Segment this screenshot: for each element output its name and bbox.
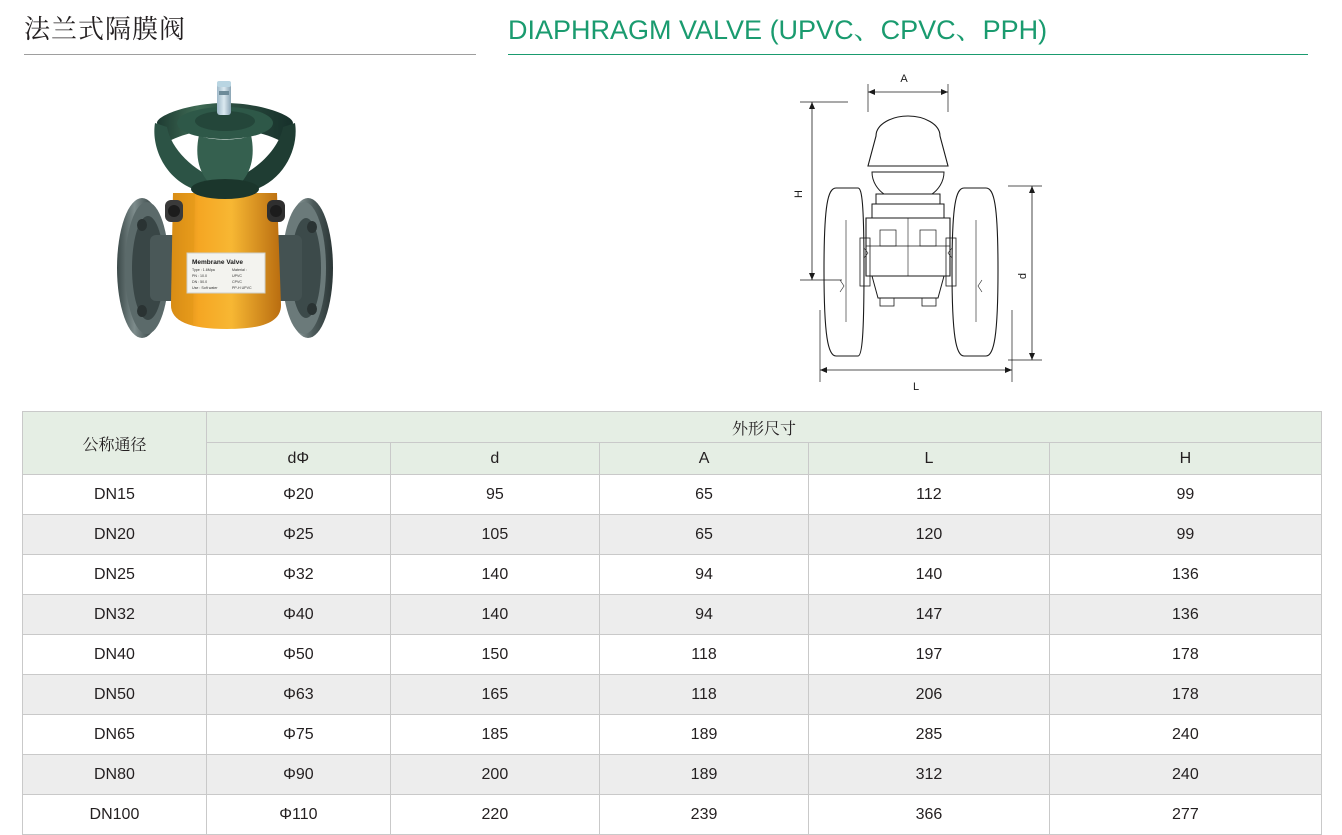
cell-nominal: DN32 — [23, 595, 207, 635]
spec-table — [22, 411, 1322, 835]
header-nominal-diameter: 公称通径 — [23, 412, 207, 475]
title-english-divider — [508, 54, 1308, 55]
valve-stem-indicator — [217, 81, 231, 115]
cell-l: 206 — [809, 675, 1050, 715]
cell-dphi: Φ63 — [206, 675, 390, 715]
header-col-l: L — [809, 443, 1050, 475]
cell-nominal: DN15 — [23, 475, 207, 515]
table-row — [23, 715, 1322, 755]
svg-text:DN : 50.0: DN : 50.0 — [192, 280, 208, 284]
cell-d: 140 — [390, 595, 599, 635]
dim-label-l: L — [912, 381, 920, 393]
cell-d: 140 — [390, 555, 599, 595]
spec-table-wrap — [22, 411, 1322, 835]
svg-text:Use : Soft water: Use : Soft water — [192, 286, 218, 290]
cell-dphi: Φ50 — [206, 635, 390, 675]
cell-l: 366 — [809, 795, 1050, 835]
cell-l: 285 — [809, 715, 1050, 755]
cell-d: 185 — [390, 715, 599, 755]
cell-h: 99 — [1049, 515, 1321, 555]
cell-nominal: DN50 — [23, 675, 207, 715]
table-row — [23, 675, 1322, 715]
cell-d: 220 — [390, 795, 599, 835]
cell-h: 277 — [1049, 795, 1321, 835]
cell-a: 189 — [599, 715, 808, 755]
svg-text:PP-H UPVC: PP-H UPVC — [232, 286, 252, 290]
header-dimensions-group: 外形尺寸 — [206, 412, 1321, 443]
svg-text:PN : 10.0: PN : 10.0 — [192, 274, 207, 278]
table-header-row-2 — [23, 443, 1322, 475]
cell-nominal: DN40 — [23, 635, 207, 675]
cell-nominal: DN100 — [23, 795, 207, 835]
cell-h: 136 — [1049, 595, 1321, 635]
cell-dphi: Φ90 — [206, 755, 390, 795]
spec-table-body — [23, 475, 1322, 835]
table-row — [23, 635, 1322, 675]
valve-handwheel — [154, 103, 295, 199]
page-title-english: DIAPHRAGM VALVE (UPVC、CPVC、PPH) — [508, 15, 1048, 45]
cell-a: 65 — [599, 475, 808, 515]
svg-text:Membrane Valve: Membrane Valve — [192, 259, 243, 266]
cell-l: 120 — [809, 515, 1050, 555]
cell-l: 197 — [809, 635, 1050, 675]
header-col-h: H — [1049, 443, 1321, 475]
cell-h: 178 — [1049, 635, 1321, 675]
dim-label-d: d — [1017, 272, 1029, 280]
cell-l: 312 — [809, 755, 1050, 795]
cell-dphi: Φ20 — [206, 475, 390, 515]
cell-l: 147 — [809, 595, 1050, 635]
page-header — [0, 0, 1342, 62]
cell-nominal: DN25 — [23, 555, 207, 595]
header-col-dphi: dΦ — [206, 443, 390, 475]
cell-nominal: DN65 — [23, 715, 207, 755]
svg-text:Material :: Material : — [232, 268, 247, 272]
table-header-row-1 — [23, 412, 1322, 443]
valve-label — [187, 253, 265, 293]
header-col-a: A — [599, 443, 808, 475]
cell-d: 95 — [390, 475, 599, 515]
product-photo — [95, 75, 415, 390]
header-col-d: d — [390, 443, 599, 475]
cell-l: 140 — [809, 555, 1050, 595]
cell-h: 240 — [1049, 755, 1321, 795]
cell-nominal: DN20 — [23, 515, 207, 555]
spec-table-head — [23, 412, 1322, 475]
dim-label-a: A — [900, 73, 908, 85]
cell-a: 94 — [599, 555, 808, 595]
cell-a: 118 — [599, 675, 808, 715]
cell-h: 99 — [1049, 475, 1321, 515]
cell-h: 240 — [1049, 715, 1321, 755]
table-row — [23, 475, 1322, 515]
cell-a: 65 — [599, 515, 808, 555]
table-row — [23, 515, 1322, 555]
cell-dphi: Φ32 — [206, 555, 390, 595]
table-row — [23, 555, 1322, 595]
page-title-chinese: 法兰式隔膜阀 — [24, 14, 187, 44]
cell-d: 150 — [390, 635, 599, 675]
svg-text:UPVC: UPVC — [232, 274, 242, 278]
cell-h: 136 — [1049, 555, 1321, 595]
title-english-wrap — [508, 14, 1208, 47]
dim-label-h: H — [793, 190, 805, 198]
cell-a: 94 — [599, 595, 808, 635]
technical-drawing — [780, 70, 1080, 395]
cell-dphi: Φ75 — [206, 715, 390, 755]
cell-dphi: Φ110 — [206, 795, 390, 835]
cell-a: 239 — [599, 795, 808, 835]
cell-dphi: Φ40 — [206, 595, 390, 635]
cell-dphi: Φ25 — [206, 515, 390, 555]
cell-l: 112 — [809, 475, 1050, 515]
cell-a: 189 — [599, 755, 808, 795]
cell-d: 165 — [390, 675, 599, 715]
title-chinese-divider — [24, 54, 476, 55]
cell-d: 105 — [390, 515, 599, 555]
cell-a: 118 — [599, 635, 808, 675]
cell-h: 178 — [1049, 675, 1321, 715]
title-chinese-wrap — [24, 12, 474, 46]
svg-text:Type : 1.6Mpa: Type : 1.6Mpa — [192, 268, 215, 272]
table-row — [23, 595, 1322, 635]
svg-text:CPVC: CPVC — [232, 280, 242, 284]
table-row — [23, 795, 1322, 835]
cell-nominal: DN80 — [23, 755, 207, 795]
table-row — [23, 755, 1322, 795]
cell-d: 200 — [390, 755, 599, 795]
